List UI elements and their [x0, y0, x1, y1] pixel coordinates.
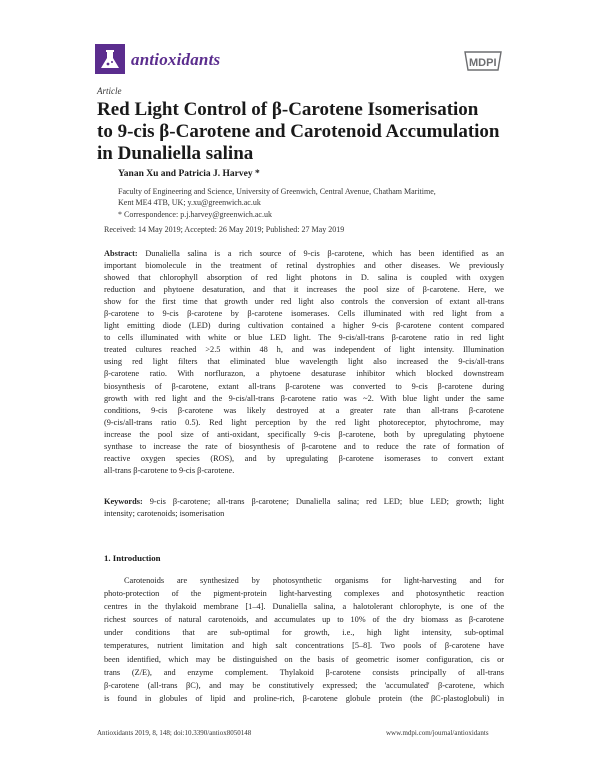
abstract-line: growth with red light and the 9-cis/all-trans β-carotene ratio was ~2. With blue light under the same — [104, 393, 504, 403]
abstract-line: treated cultures reached >2.5 within 48 h, and was independent of light intensity. Illumination — [104, 345, 504, 355]
section-heading-introduction: 1. Introduction — [104, 553, 161, 563]
abstract-line: β-carotene ratio. With norflurazon, a phytoene desaturase inhibitor which blocked downstream — [104, 369, 504, 379]
body-line: temperatures, nutrient limitation and high salt concentrations [5–8]. Two pools of β-carotene have — [104, 641, 504, 651]
abstract-line: light emitting diode (LED) during cultivation contained a higher 9-cis β-carotene content compared — [104, 321, 504, 331]
abstract-line: biosynthesis of β-carotene, extant all-trans β-carotene was converted to 9-cis β-carotene during — [104, 381, 504, 391]
publication-dates: Received: 14 May 2019; Accepted: 26 May 2019; Published: 27 May 2019 — [104, 225, 345, 234]
abstract — [104, 248, 504, 477]
abstract-line: important biomolecule in the treatment of retinal dystrophies and other diseases. We previously — [104, 261, 504, 271]
abstract-text: Dunaliella salina is a rich source of 9-cis β-carotene, which has been identified as an — [145, 249, 504, 258]
body-line: been identified, which may be distinguished on the basis of geometric isomer configuration, cis or — [104, 654, 504, 664]
abstract-line — [104, 248, 504, 260]
title-line: Red Light Control of β-Carotene Isomerisation — [97, 99, 479, 120]
abstract-line: (9-cis/all-trans ratio 0.5). Red light perception by the red light photoreceptor, phytochrome, may — [104, 417, 504, 427]
body-line: is found in globules of lipid and proline-rich, β-carotene globule protein (the βC-plastoglobuli) in — [104, 693, 504, 703]
footer-citation: Antioxidants 2019, 8, 148; doi:10.3390/antiox8050148 — [97, 729, 252, 737]
abstract-line: show for the first time that growth under red light also controls the conversion of extant all-trans — [104, 297, 504, 307]
article-type: Article — [97, 86, 122, 96]
body-line: centres in the thylakoid membrane [1–4]. Dunaliella salina, a halotolerant chlorophyte, is one of the — [104, 602, 504, 612]
body-line: Carotenoids are synthesized by photosynthetic organisms for light-harvesting and for — [124, 576, 504, 585]
keywords-line — [104, 496, 504, 508]
article-title — [97, 99, 517, 165]
abstract-line: using red light filters that eliminated blue wavelength light also increased the 9-cis/all-trans — [104, 357, 504, 367]
abstract-line: showed that chlorophyll absorption of red light photons in D. salina is coupled with oxygen — [104, 273, 504, 283]
keywords-label: Keywords: — [104, 497, 143, 506]
affiliation-line: Kent ME4 4TB, UK; y.xu@greenwich.ac.uk — [118, 198, 261, 207]
keywords-text: 9-cis β-carotene; all-trans β-carotene; Dunaliella salina; red LED; blue LED; growth; light — [149, 497, 504, 506]
title-line: in Dunaliella salina — [97, 143, 254, 164]
abstract-line: increase the pool size of anti-oxidant, specifically 9-cis β-carotene, both by upregulating phytoene — [104, 429, 504, 439]
footer-journal-url[interactable]: www.mdpi.com/journal/antioxidants — [386, 729, 489, 737]
body-line: richest sources of natural carotenoids, and accumulates up to 10% of the dry biomass as β-carotene — [104, 615, 504, 625]
abstract-line: reduction and phytoene desaturation, and that it increases the pool size of β-carotene. Here, we — [104, 285, 504, 295]
abstract-line: β-carotene to 9-cis β-carotene by β-carotene isomerases. Cells illuminated with red light from a — [104, 309, 504, 319]
keywords-line: intensity; carotenoids; isomerisation — [104, 509, 225, 519]
correspondence: * Correspondence: p.j.harvey@greenwich.ac.uk — [118, 210, 272, 219]
journal-logo-icon — [95, 44, 125, 74]
abstract-line: synthase to increase the rate of biosynthesis of β-carotene and to reduce the rate of formation of — [104, 441, 504, 451]
abstract-line: to cells illuminated with white or blue LED light. The 9-cis/all-trans β-carotene ratio in red light — [104, 333, 504, 343]
authors: Yanan Xu and Patricia J. Harvey * — [118, 169, 260, 179]
abstract-label: Abstract: — [104, 249, 138, 258]
abstract-line: reactive oxygen species (ROS), and by upregulating β-carotene isomerases to convert extant — [104, 453, 504, 463]
affiliation-line: Faculty of Engineering and Science, University of Greenwich, Central Avenue, Chatham Maritime, — [118, 187, 436, 196]
abstract-line: all-trans β-carotene to 9-cis β-carotene. — [104, 465, 235, 475]
title-line: to 9-cis β-Carotene and Carotenoid Accumulation — [97, 121, 500, 142]
affiliation — [118, 186, 538, 208]
introduction-body — [104, 574, 504, 705]
keywords — [104, 496, 504, 520]
body-line: trans (Z/E), and enzyme complement. Thylakoid β-carotene consists principally of all-trans — [104, 667, 504, 677]
body-line: photo-protection of the pigment-protein light-harvesting complexes and photosynthetic reaction — [104, 589, 504, 599]
body-line: under conditions that are sub-optimal for growth, i.e., high light intensity, sub-optimal — [104, 628, 504, 638]
body-line: β-carotene (all-trans βC), and may be constitutively expressed; the 'accumulated' β-carotene, which — [104, 680, 504, 690]
abstract-line: conditions, 9-cis β-carotene was likely destroyed at a greater rate than all-trans β-carotene — [104, 405, 504, 415]
publisher-name: MDPI — [469, 57, 497, 69]
journal-name: antioxidants — [131, 50, 221, 69]
